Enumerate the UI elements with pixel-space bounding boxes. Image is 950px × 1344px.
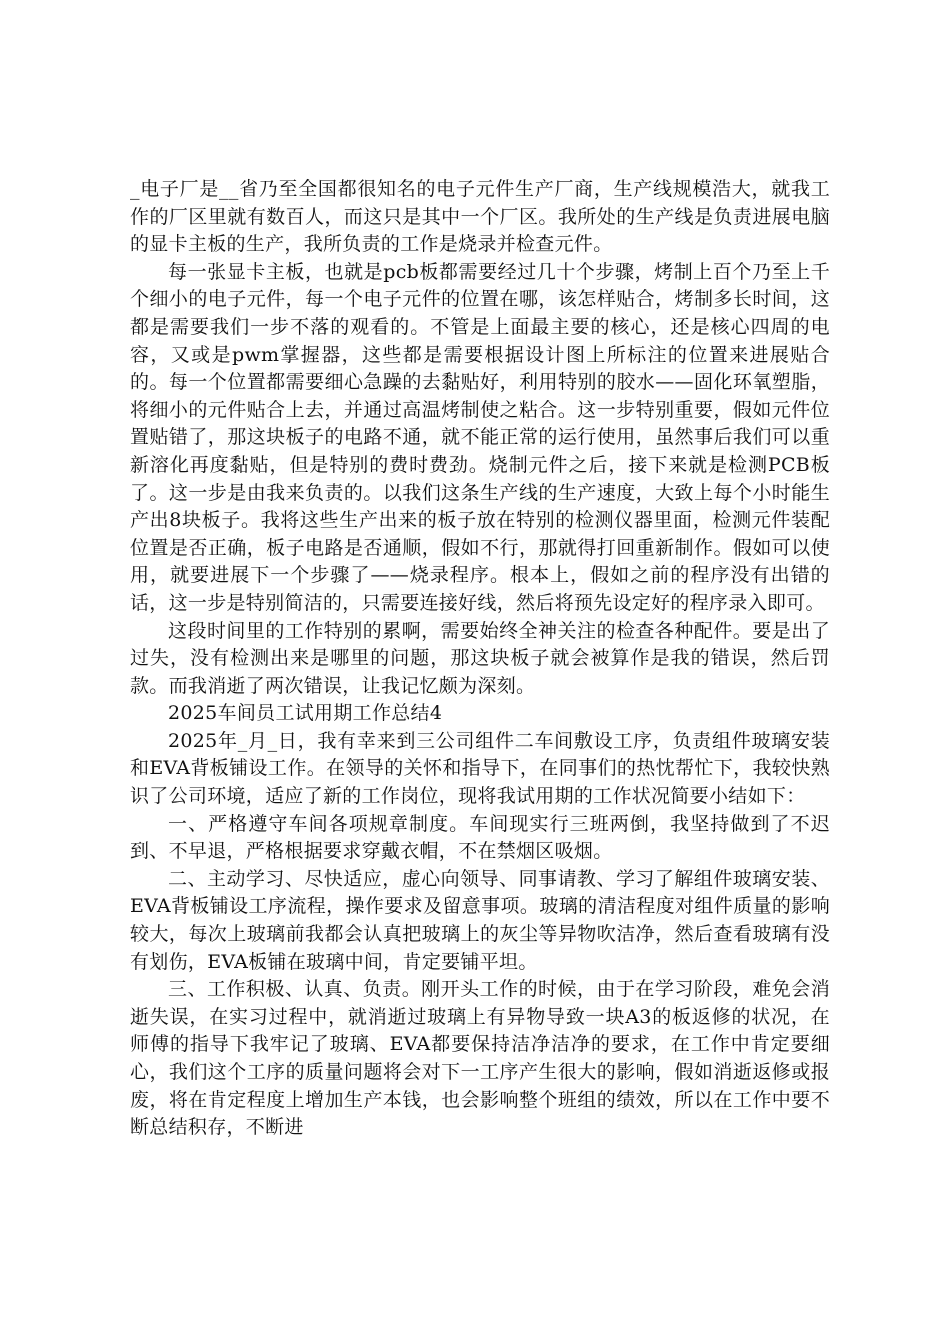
paragraph-point-one: 一、严格遵守车间各项规章制度。车间现实行三班两倒，我坚持做到了不迟到、不早退，严格根据要求穿戴衣帽，不在禁烟区吸烟。	[130, 812, 830, 863]
paragraph-intro: _电子厂是__省乃至全国都很知名的电子元件生产厂商，生产线规模浩大，就我工作的厂区里就有数百人，而这只是其中一个厂区。我所处的生产线是负责进展电脑的显卡主板的生产，我所负责的工作是烧录并检查元件。	[130, 178, 830, 256]
paragraph-pcb-process: 每一张显卡主板，也就是pcb板都需要经过几十个步骤，烤制上百个乃至上千个细小的电子元件，每一个电子元件的位置在哪，该怎样贴合，烤制多长时间，这都是需要我们一步不落的观看的。不管是上面最主要的核心，还是核心四周的电容，又或是pwm掌握器，这些都是需要根据设计图上所标注的位置来进展贴合的。每一个位置都需要细心急躁的去黏贴好，利用特别的胶水——固化环氧塑脂，将细小的元件贴合上去，并通过高温烤制使之粘合。这一步特别重要，假如元件位置贴错了，那这块板子的电路不通，就不能正常的运行使用，虽然事后我们可以重新溶化再度黏贴，但是特别的费时费劲。烧制元件之后，接下来就是检测PCB板了。这一步是由我来负责的。以我们这条生产线的生产速度，大致上每个小时能生产出8块板子。我将这些生产出来的板子放在特别的检测仪器里面，检测元件装配位置是否正确，板子电路是否通顺，假如不行，那就得打回重新制作。假如可以使用，就要进展下一个步骤了——烧录程序。根本上，假如之前的程序没有出错的话，这一步是特别简洁的，只需要连接好线，然后将预先设定好的程序录入即可。	[130, 260, 830, 614]
section-heading: 2025车间员工试用期工作总结4	[168, 702, 443, 725]
paragraph-point-three: 三、工作积极、认真、负责。刚开头工作的时候，由于在学习阶段，难免会消逝失误，在实习过程中，就消逝过玻璃上有异物导致一块A3的板返修的状况，在师傅的指导下我牢记了玻璃、EVA都要保持洁净洁净的要求，在工作中肯定要细心，我们这个工序的质量问题将会对下一工序产生很大的影响，假如消逝返修或报废，将在肯定程度上增加生产本钱，也会影响整个班组的绩效，所以在工作中要不断总结积存，不断进	[130, 978, 830, 1139]
paragraph-point-two: 二、主动学习、尽快适应，虚心向领导、同事请教、学习了解组件玻璃安装、EVA背板铺设工序流程，操作要求及留意事项。玻璃的清洁程度对组件质量的影响较大，每次上玻璃前我都会认真把玻璃上的灰尘等异物吹洁净，然后查看玻璃有没有划伤，EVA板铺在玻璃中间，肯定要铺平坦。	[130, 867, 830, 973]
paragraph-reflection: 这段时间里的工作特别的累啊，需要始终全神关注的检查各种配件。要是出了过失，没有检测出来是哪里的问题，那这块板子就会被算作是我的错误，然后罚款。而我消逝了两次错误，让我记忆颇为深刻。	[130, 619, 830, 697]
paragraph-summary-intro: 2025年_月_日，我有幸来到三公司组件二车间敷设工序，负责组件玻璃安装和EVA背板铺设工作。在领导的关怀和指导下，在同事们的热忱帮忙下，我较快熟识了公司环境，适应了新的工作岗位，现将我试用期的工作状况简要小结如下：	[130, 729, 830, 808]
document-body	[130, 176, 830, 1142]
